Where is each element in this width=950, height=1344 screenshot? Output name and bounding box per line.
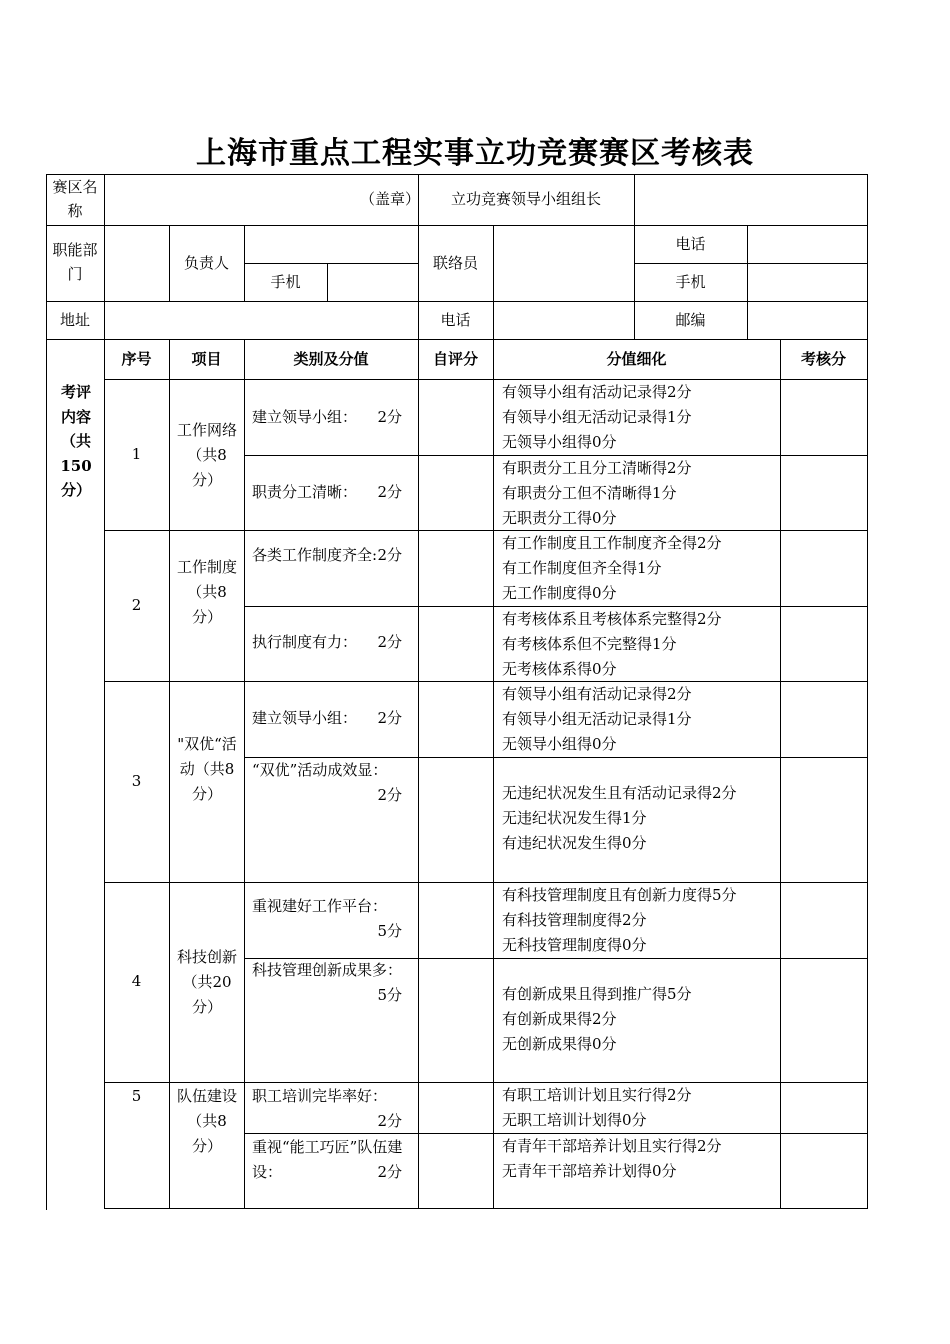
table-border-right (867, 174, 868, 1209)
row-number: 1 (131, 445, 142, 463)
detail-line: 有违纪状况发生得0分 (502, 834, 647, 852)
mobile-label: 手机 (270, 273, 301, 291)
col-divider (244, 339, 245, 1209)
category-text: 职工培训完毕率好： (252, 1087, 388, 1105)
detail-line: 有职责分工且分工清晰得2分 (502, 459, 692, 477)
category-score: 2分 (377, 483, 402, 501)
responsible-person-label: 负责人 (183, 254, 229, 272)
detail-line: 无违纪状况发生且有活动记录得2分 (502, 784, 737, 802)
row-divider (104, 681, 868, 682)
detail-line: 有创新成果且得到推广得5分 (502, 985, 692, 1003)
col-header-assess: 考核分 (800, 350, 846, 368)
category-cell (252, 543, 410, 568)
category-score: 2分 (377, 1163, 402, 1181)
col-divider (493, 225, 494, 339)
row-project: 科技创新（共20分） (176, 948, 237, 1016)
row-project: 工作网络（共8分） (176, 421, 237, 489)
category-text: “双优”活动成效显： (252, 761, 388, 779)
row-divider (46, 301, 868, 302)
page-title: 上海市重点工程实事立功竞赛赛区考核表 (196, 136, 754, 171)
category-score: 5分 (377, 922, 402, 940)
row-divider (104, 1082, 868, 1083)
category-score: 2分 (377, 786, 402, 804)
detail-line: 有领导小组有活动记录得2分 (502, 685, 692, 703)
col-header-detail: 分值细化 (606, 350, 667, 368)
category-cell (252, 480, 410, 505)
col-divider (780, 339, 781, 1209)
category-score: 2分 (377, 633, 402, 651)
detail-line: 有科技管理制度得2分 (502, 911, 647, 929)
detail-line: 无工作制度得0分 (502, 584, 617, 602)
category-text: 职责分工清晰： (252, 483, 358, 501)
col-header-no: 序号 (121, 350, 152, 368)
category-score: 5分 (377, 986, 402, 1004)
category-text: 重视“能工巧匠”队伍建设： (252, 1138, 403, 1181)
col-header-self-score: 自评分 (432, 350, 478, 368)
category-text: 执行制度有力： (252, 633, 358, 651)
detail-line: 无领导小组得0分 (502, 433, 617, 451)
contact-person-label: 联络员 (432, 254, 478, 272)
col-divider (169, 339, 170, 1209)
row-number: 3 (131, 772, 142, 790)
col-divider (327, 263, 328, 301)
detail-line: 无创新成果得0分 (502, 1035, 617, 1053)
col-divider (634, 174, 635, 225)
detail-line: 有领导小组有活动记录得2分 (502, 383, 692, 401)
detail-line: 有考核体系但不完整得1分 (502, 635, 677, 653)
category-score: 2分 (377, 1112, 402, 1130)
phone-label: 电话 (675, 235, 706, 253)
detail-line: 有考核体系且考核体系完整得2分 (502, 610, 722, 628)
row-divider (244, 263, 418, 264)
col-divider (493, 339, 494, 1209)
category-cell (252, 1084, 410, 1134)
detail-line: 有工作制度但齐全得1分 (502, 559, 662, 577)
detail-line: 无青年干部培养计划得0分 (502, 1162, 677, 1180)
detail-line: 有创新成果得2分 (502, 1010, 617, 1028)
detail-line: 有青年干部培养计划且实行得2分 (502, 1137, 722, 1155)
region-name-label: 赛区名称 (52, 178, 98, 220)
category-text: 各类工作制度齐全: (252, 546, 378, 564)
category-cell (252, 958, 410, 1008)
detail-line: 无职责分工得0分 (502, 509, 617, 527)
department-label: 职能部门 (52, 241, 98, 283)
category-score: 2分 (377, 709, 402, 727)
detail-line: 有工作制度且工作制度齐全得2分 (502, 534, 722, 552)
category-cell (252, 630, 410, 655)
table-border-bottom (104, 1208, 868, 1209)
col-header-category: 类别及分值 (293, 350, 369, 368)
row-number: 2 (131, 596, 142, 614)
detail-line: 有领导小组无活动记录得1分 (502, 710, 692, 728)
detail-line: 无违纪状况发生得1分 (502, 809, 647, 827)
detail-line: 无职工培训计划得0分 (502, 1111, 647, 1129)
category-text: 建立领导小组： (252, 709, 358, 727)
detail-line: 有职工培训计划且实行得2分 (502, 1086, 692, 1104)
col-divider (104, 174, 105, 339)
category-text: 重视建好工作平台： (252, 897, 388, 915)
col-divider (418, 339, 419, 1209)
mobile-label-2: 手机 (675, 273, 706, 291)
detail-line: 无考核体系得0分 (502, 660, 617, 678)
category-score: 2分 (377, 408, 402, 426)
category-score: 2分 (377, 546, 402, 564)
row-divider (104, 530, 868, 531)
category-cell (252, 758, 410, 808)
section-label: 考评内容（共150分） (60, 383, 92, 499)
category-text: 建立领导小组： (252, 408, 358, 426)
address-label: 地址 (59, 311, 90, 329)
category-text: 科技管理创新成果多： (252, 961, 403, 979)
detail-line: 有职责分工但不清晰得1分 (502, 484, 677, 502)
row-divider (104, 882, 868, 883)
row-number: 4 (131, 972, 142, 990)
row-number: 5 (131, 1087, 142, 1105)
phone-label-2: 电话 (440, 311, 471, 329)
category-cell (252, 1135, 410, 1185)
row-divider (634, 263, 868, 264)
category-cell (252, 706, 410, 731)
row-project: 队伍建设（共8分） (176, 1087, 237, 1155)
leader-group-label: 立功竞赛领导小组组长 (450, 190, 601, 208)
table-border-top (46, 174, 868, 175)
detail-line: 有领导小组无活动记录得1分 (502, 408, 692, 426)
category-cell (252, 405, 410, 430)
seal-label: （盖章） (360, 190, 421, 208)
col-header-item: 项目 (191, 350, 222, 368)
row-divider (104, 379, 868, 380)
category-cell (252, 894, 410, 944)
row-project: "双优“活动（共8分） (177, 735, 237, 803)
col-divider (747, 225, 748, 339)
detail-line: 无领导小组得0分 (502, 735, 617, 753)
detail-line: 有科技管理制度且有创新力度得5分 (502, 886, 737, 904)
postcode-label: 邮编 (675, 311, 706, 329)
detail-line: 无科技管理制度得0分 (502, 936, 647, 954)
row-project: 工作制度（共8分） (176, 558, 237, 626)
